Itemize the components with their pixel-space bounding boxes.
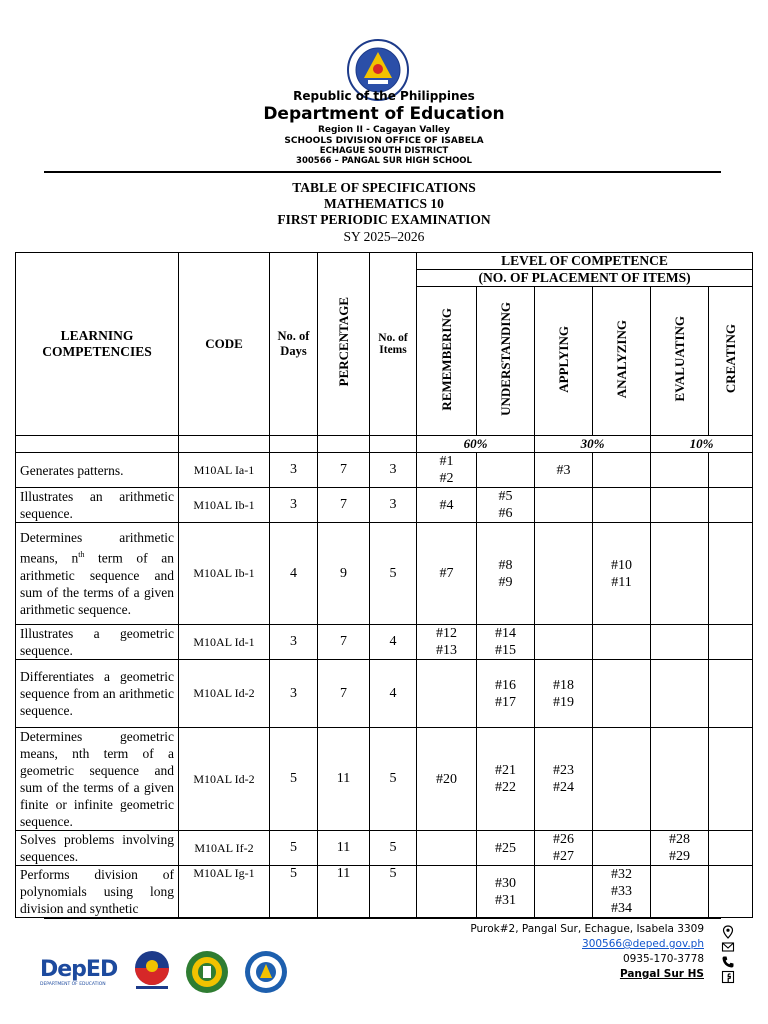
items-header: No. of Items	[370, 253, 417, 436]
evaluating-items-cell	[651, 488, 709, 523]
remembering-items-cell	[417, 660, 477, 728]
facebook-link[interactable]: Pangal Sur HS	[619, 968, 704, 980]
table-row	[16, 625, 753, 660]
level-header: LEVEL OF COMPETENCE	[417, 253, 753, 270]
competency-cell: Illustrates an arithmetic sequence.	[16, 488, 179, 523]
days-cell: 5	[270, 831, 318, 866]
blank-cell	[370, 436, 417, 453]
header-divider	[44, 171, 721, 173]
creating-items-cell	[709, 625, 753, 660]
remembering-header	[417, 287, 477, 436]
table-row	[16, 523, 753, 625]
analyzing-items-cell: #10 #11	[593, 523, 651, 625]
competency-superscript: th	[78, 550, 85, 560]
applying-label: APPLYING	[556, 325, 571, 393]
deped-logo: DepED	[40, 957, 118, 982]
days-cell: 5	[270, 728, 318, 831]
analyzing-items-cell	[593, 625, 651, 660]
percentage-cell: 7	[318, 660, 370, 728]
applying-header	[535, 287, 593, 436]
understanding-label: UNDERSTANDING	[498, 302, 513, 416]
analyzing-items-cell	[593, 488, 651, 523]
understanding-items-cell	[477, 453, 535, 488]
competency-rows	[16, 453, 753, 918]
analyzing-header	[593, 287, 651, 436]
percentage-cell: 11	[318, 831, 370, 866]
understanding-items-cell: #5 #6	[477, 488, 535, 523]
evaluating-items-cell	[651, 728, 709, 831]
items-cell: 5	[370, 728, 417, 831]
creating-items-cell	[709, 523, 753, 625]
creating-items-cell	[709, 831, 753, 866]
average-percent: 30%	[535, 436, 651, 453]
analyzing-items-cell	[593, 453, 651, 488]
remembering-items-cell: #12 #13	[417, 625, 477, 660]
percentage-cell: 7	[318, 488, 370, 523]
creating-items-cell	[709, 660, 753, 728]
evaluating-items-cell: #28 #29	[651, 831, 709, 866]
applying-items-cell: #3	[535, 453, 593, 488]
applying-items-cell: #26 #27	[535, 831, 593, 866]
region-line: Region II - Cagayan Valley	[317, 125, 451, 135]
analyzing-items-cell	[593, 831, 651, 866]
district-line: ECHAGUE SOUTH DISTRICT	[319, 146, 449, 156]
applying-items-cell	[535, 488, 593, 523]
exam-title: FIRST PERIODIC EXAMINATION	[277, 212, 491, 227]
table-row	[16, 660, 753, 728]
republic-line: Republic of the Philippines	[293, 89, 475, 103]
percentage-cell: 7	[318, 625, 370, 660]
competency-cell: Performs division of polynomials using long division and synthetic	[16, 866, 179, 918]
school-line: 300566 – PANGAL SUR HIGH SCHOOL	[296, 156, 472, 166]
department-name: Department of Education	[263, 104, 505, 124]
remembering-label: REMEMBERING	[439, 307, 454, 411]
competency-cell	[16, 523, 179, 625]
items-cell: 5	[370, 866, 417, 918]
placement-header: (NO. OF PLACEMENT OF ITEMS)	[417, 270, 753, 287]
competency-cell: Generates patterns.	[16, 453, 179, 488]
days-cell: 3	[270, 625, 318, 660]
creating-items-cell	[709, 453, 753, 488]
remembering-items-cell	[417, 866, 477, 918]
creating-items-cell	[709, 866, 753, 918]
creating-items-cell	[709, 728, 753, 831]
percentage-header-label: PERCENTAGE	[336, 297, 351, 387]
code-cell: M10AL Id-2	[179, 660, 270, 728]
creating-label: CREATING	[723, 324, 739, 394]
code-cell: M10AL Ib-1	[179, 488, 270, 523]
code-cell: M10AL Ig-1	[179, 866, 270, 918]
location-pin-icon	[721, 925, 735, 939]
table-row	[16, 866, 753, 918]
blank-cell	[179, 436, 270, 453]
days-cell: 3	[270, 453, 318, 488]
remembering-items-cell: #7	[417, 523, 477, 625]
remembering-items-cell: #4	[417, 488, 477, 523]
applying-items-cell	[535, 625, 593, 660]
remembering-items-cell: #1 #2	[417, 453, 477, 488]
blank-cell	[318, 436, 370, 453]
analyzing-label: ANALYZING	[614, 319, 629, 399]
code-cell: M10AL If-2	[179, 831, 270, 866]
competency-cell: Illustrates a geometric sequence.	[16, 625, 179, 660]
applying-items-cell	[535, 866, 593, 918]
competencies-header: LEARNING COMPETENCIES	[16, 253, 179, 436]
footer-divider	[44, 917, 721, 919]
creating-header	[709, 287, 753, 436]
easy-percent: 60%	[417, 436, 535, 453]
school-year: SY 2025–2026	[343, 229, 425, 244]
division-line: SCHOOLS DIVISION OFFICE OF ISABELA	[284, 136, 484, 146]
understanding-items-cell: #30 #31	[477, 866, 535, 918]
code-header: CODE	[179, 253, 270, 436]
analyzing-items-cell	[593, 728, 651, 831]
document-title: TABLE OF SPECIFICATIONS	[292, 180, 476, 195]
items-cell: 4	[370, 660, 417, 728]
code-cell: M10AL Ia-1	[179, 453, 270, 488]
applying-items-cell	[535, 523, 593, 625]
school-seal-logo	[244, 950, 288, 994]
phone-icon	[721, 955, 735, 969]
evaluating-items-cell	[651, 625, 709, 660]
competency-text: term of an arithmetic sequence and sum of the terms of a given arithmetic sequence.	[20, 550, 174, 617]
remembering-items-cell	[417, 831, 477, 866]
evaluating-items-cell	[651, 523, 709, 625]
days-header: No. of Days	[270, 253, 318, 436]
difficult-percent: 10%	[651, 436, 753, 453]
applying-items-cell: #23 #24	[535, 728, 593, 831]
percentage-cell: 9	[318, 523, 370, 625]
understanding-header	[477, 287, 535, 436]
items-cell: 5	[370, 831, 417, 866]
code-cell: M10AL Id-2	[179, 728, 270, 831]
bagong-pilipinas-logo	[128, 948, 176, 992]
items-cell: 4	[370, 625, 417, 660]
evaluating-items-cell	[651, 866, 709, 918]
table-row	[16, 831, 753, 866]
table-row	[16, 728, 753, 831]
evaluating-label: EVALUATING	[672, 316, 687, 402]
creating-items-cell	[709, 488, 753, 523]
code-cell: M10AL Ib-1	[179, 523, 270, 625]
days-cell: 3	[270, 488, 318, 523]
deped-logo-subtitle: DEPARTMENT OF EDUCATION	[40, 982, 106, 987]
applying-items-cell: #18 #19	[535, 660, 593, 728]
blank-cell	[16, 436, 179, 453]
competency-cell: Differentiates a geometric sequence from an arithmetic sequence.	[16, 660, 179, 728]
specifications-table	[15, 252, 753, 918]
percentage-header	[318, 253, 370, 436]
percentage-cell: 11	[318, 866, 370, 918]
table-row	[16, 453, 753, 488]
analyzing-items-cell	[593, 660, 651, 728]
facebook-icon	[721, 970, 735, 984]
competency-text: Determines arithmetic means, n	[20, 530, 174, 566]
evaluating-items-cell	[651, 453, 709, 488]
days-cell: 5	[270, 866, 318, 918]
evaluating-items-cell	[651, 660, 709, 728]
days-cell: 4	[270, 523, 318, 625]
competency-cell: Determines geometric means, nth term of a geometric sequence and sum of the terms of a given finite or infinite geometric sequence.	[16, 728, 179, 831]
understanding-items-cell: #16 #17	[477, 660, 535, 728]
code-cell: M10AL Id-1	[179, 625, 270, 660]
understanding-items-cell: #14 #15	[477, 625, 535, 660]
understanding-items-cell: #21 #22	[477, 728, 535, 831]
school-address: Purok#2, Pangal Sur, Echague, Isabela 3309	[470, 923, 704, 935]
phone-number: 0935-170-3778	[622, 953, 704, 965]
items-cell: 3	[370, 453, 417, 488]
division-seal-logo	[185, 950, 229, 994]
remembering-items-cell: #20	[417, 728, 477, 831]
items-cell: 5	[370, 523, 417, 625]
email-icon	[721, 940, 735, 954]
competency-cell: Solves problems involving sequences.	[16, 831, 179, 866]
understanding-items-cell: #25	[477, 831, 535, 866]
analyzing-items-cell: #32 #33 #34	[593, 866, 651, 918]
evaluating-header	[651, 287, 709, 436]
percentage-cell: 7	[318, 453, 370, 488]
table-row	[16, 488, 753, 523]
subject-title: MATHEMATICS 10	[324, 196, 444, 211]
percentage-cell: 11	[318, 728, 370, 831]
items-cell: 3	[370, 488, 417, 523]
email-link[interactable]: 300566@deped.gov.ph	[582, 938, 704, 950]
blank-cell	[270, 436, 318, 453]
days-cell: 3	[270, 660, 318, 728]
understanding-items-cell: #8 #9	[477, 523, 535, 625]
